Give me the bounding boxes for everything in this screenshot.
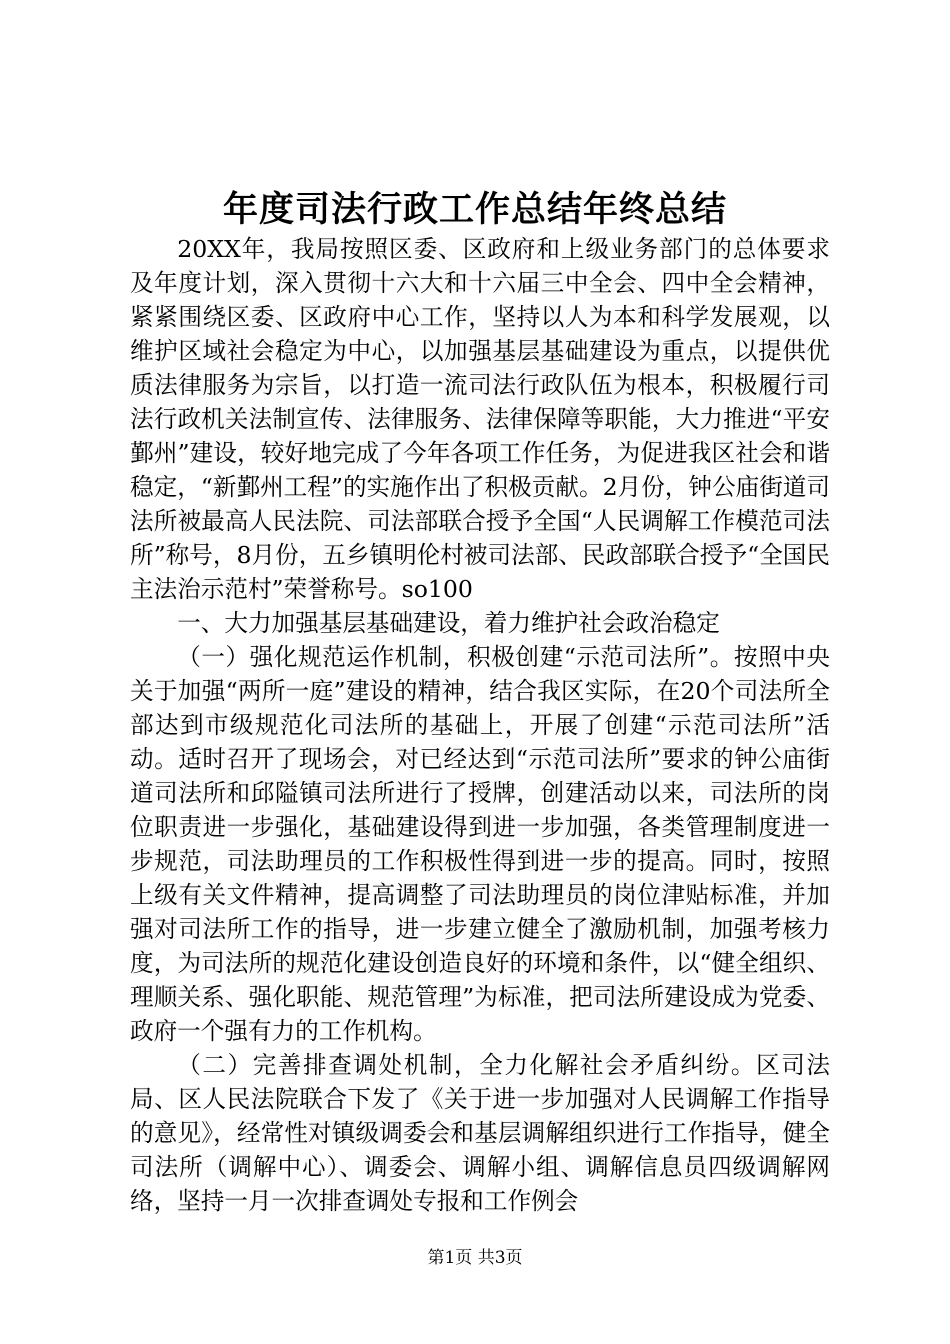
document-body [130,232,830,1218]
document-title: 年度司法行政工作总结年终总结 [222,189,727,230]
subsection-paragraph-2: （二）完善排查调处机制，全力化解社会矛盾纠纷。区司法局、区人民法院联合下发了《关于进一步加强对人民调解工作指导的意见》，经常性对镇级调委会和基层调解组织进行工作指导，健全司法所（调解中心）、调委会、调解小组、调解信息员四级调解网络，坚持一月一次排查调处专报和工作例会 [130,1051,830,1215]
page-number-footer: 第1页 共3页 [427,1248,523,1268]
subsection-paragraph-1: （一）强化规范运作机制，积极创建“示范司法所”。按照中央关于加强“两所一庭”建设的精神，结合我区实际，在20个司法所全部达到市级规范化司法所的基础上，开展了创建“示范司法所”活动。适时召开了现场会，对已经达到“示范司法所”要求的钟公庙街道司法所和邱隘镇司法所进行了授牌，创建活动以来，司法所的岗位职责进一步强化，基础建设得到进一步加强，各类管理制度进一步规范，司法助理员的工作积极性得到进一步的提高。同时，按照上级有关文件精神，提高调整了司法助理员的岗位津贴标准，并加强对司法所工作的指导，进一步建立健全了激励机制，加强考核力度，为司法所的规范化建设创造良好的环境和条件，以“健全组织、理顺关系、强化职能、规范管理”为标准，把司法所建设成为党委、政府一个强有力的工作机构。 [130,643,830,1045]
section-heading-1: 一、大力加强基层基础建设，着力维护社会政治稳定 [177,609,720,637]
intro-paragraph: 20XX年，我局按照区委、区政府和上级业务部门的总体要求及年度计划，深入贯彻十六大和十六届三中全会、四中全会精神，紧紧围绕区委、区政府中心工作，坚持以人为本和科学发展观，以维护区域社会稳定为中心，以加强基层基础建设为重点，以提供优质法律服务为宗旨，以打造一流司法行政队伍为根本，积极履行司法行政机关法制宣传、法律服务、法律保障等职能，大力推进“平安鄞州”建设，较好地完成了今年各项工作任务，为促进我区社会和谐稳定，“新鄞州工程”的实施作出了积极贡献。2月份，钟公庙街道司法所被最高人民法院、司法部联合授予全国“人民调解工作模范司法所”称号，8月份，五乡镇明伦村被司法部、民政部联合授予“全国民主法治示范村”荣誉称号。so100 [130,235,830,603]
